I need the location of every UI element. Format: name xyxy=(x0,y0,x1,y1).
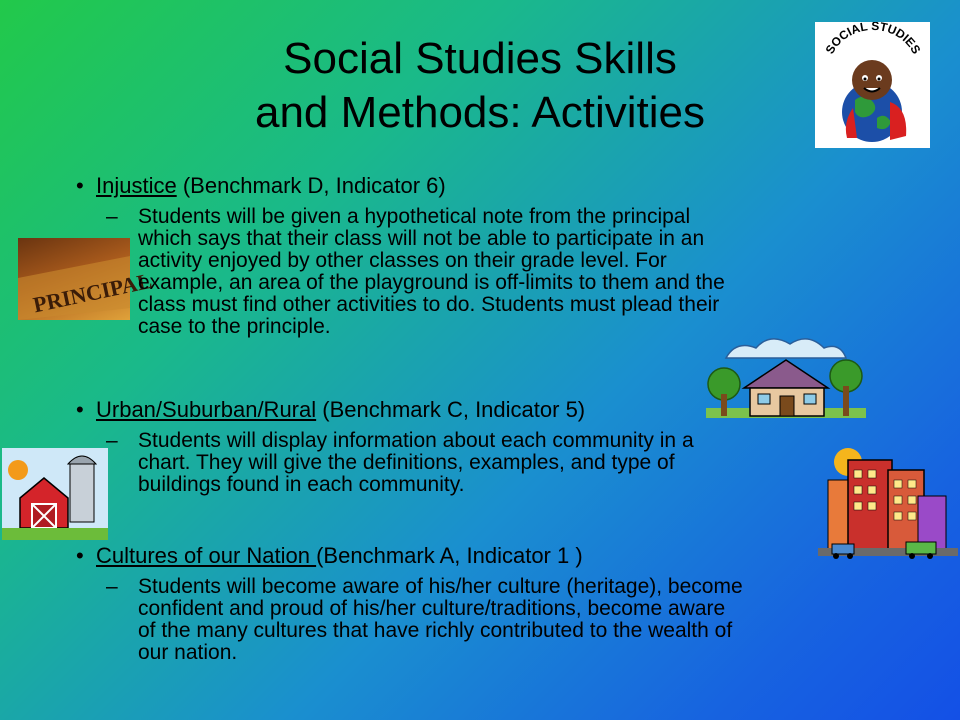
dash: – xyxy=(106,575,118,598)
description-line: Students will become aware of his/her culture (heritage), become xyxy=(138,575,743,598)
bullet: • xyxy=(76,173,84,198)
description-line: our nation. xyxy=(138,641,238,664)
social-studies-logo xyxy=(815,22,930,148)
injustice-link[interactable]: Injustice xyxy=(96,173,177,198)
description-line: which says that their class will not be able to participate in an xyxy=(138,227,705,250)
principal-sign-text: PRINCIPAL xyxy=(30,267,154,318)
slide-title xyxy=(130,32,830,140)
title-line-2: and Methods: Activities xyxy=(254,88,705,137)
description-line: Students will display information about each community in a xyxy=(138,429,694,452)
bullet: • xyxy=(76,543,84,568)
urban-city-image xyxy=(818,440,958,572)
urban-benchmark: (Benchmark C, Indicator 5) xyxy=(316,397,586,422)
description-line: chart. They will give the definitions, examples, and type of xyxy=(138,451,675,474)
injustice-benchmark: (Benchmark D, Indicator 6) xyxy=(176,173,446,198)
description-line: of the many cultures that have richly contributed to the wealth of xyxy=(138,619,733,642)
description-line: example, an area of the playground is off-limits to them and the xyxy=(138,271,725,294)
description-line: confident and proud of his/her culture/traditions, become aware xyxy=(138,597,726,620)
description-line: Students will be given a hypothetical note from the principal xyxy=(138,205,691,228)
cultures-benchmark: (Benchmark A, Indicator 1 ) xyxy=(316,543,583,568)
description-line: buildings found in each community. xyxy=(138,473,465,496)
principal-sign-image xyxy=(18,238,154,320)
suburban-house-image xyxy=(706,338,866,424)
urban-suburban-rural-link[interactable]: Urban/Suburban/Rural xyxy=(96,397,317,422)
description-line: class must find other activities to do. Students must plead their xyxy=(138,293,720,316)
title-line-1: Social Studies Skills xyxy=(283,34,677,83)
dash: – xyxy=(106,429,118,452)
description-line: case to the principle. xyxy=(138,315,331,338)
logo-text: SOCIAL STUDIES xyxy=(822,22,924,57)
dash: – xyxy=(106,205,118,228)
rural-barn-image xyxy=(2,448,108,540)
description-line: activity enjoyed by other classes on their grade level. For xyxy=(138,249,667,272)
cultures-of-our-nation-link[interactable]: Cultures of our Nation xyxy=(96,543,317,568)
bullet: • xyxy=(76,397,84,422)
